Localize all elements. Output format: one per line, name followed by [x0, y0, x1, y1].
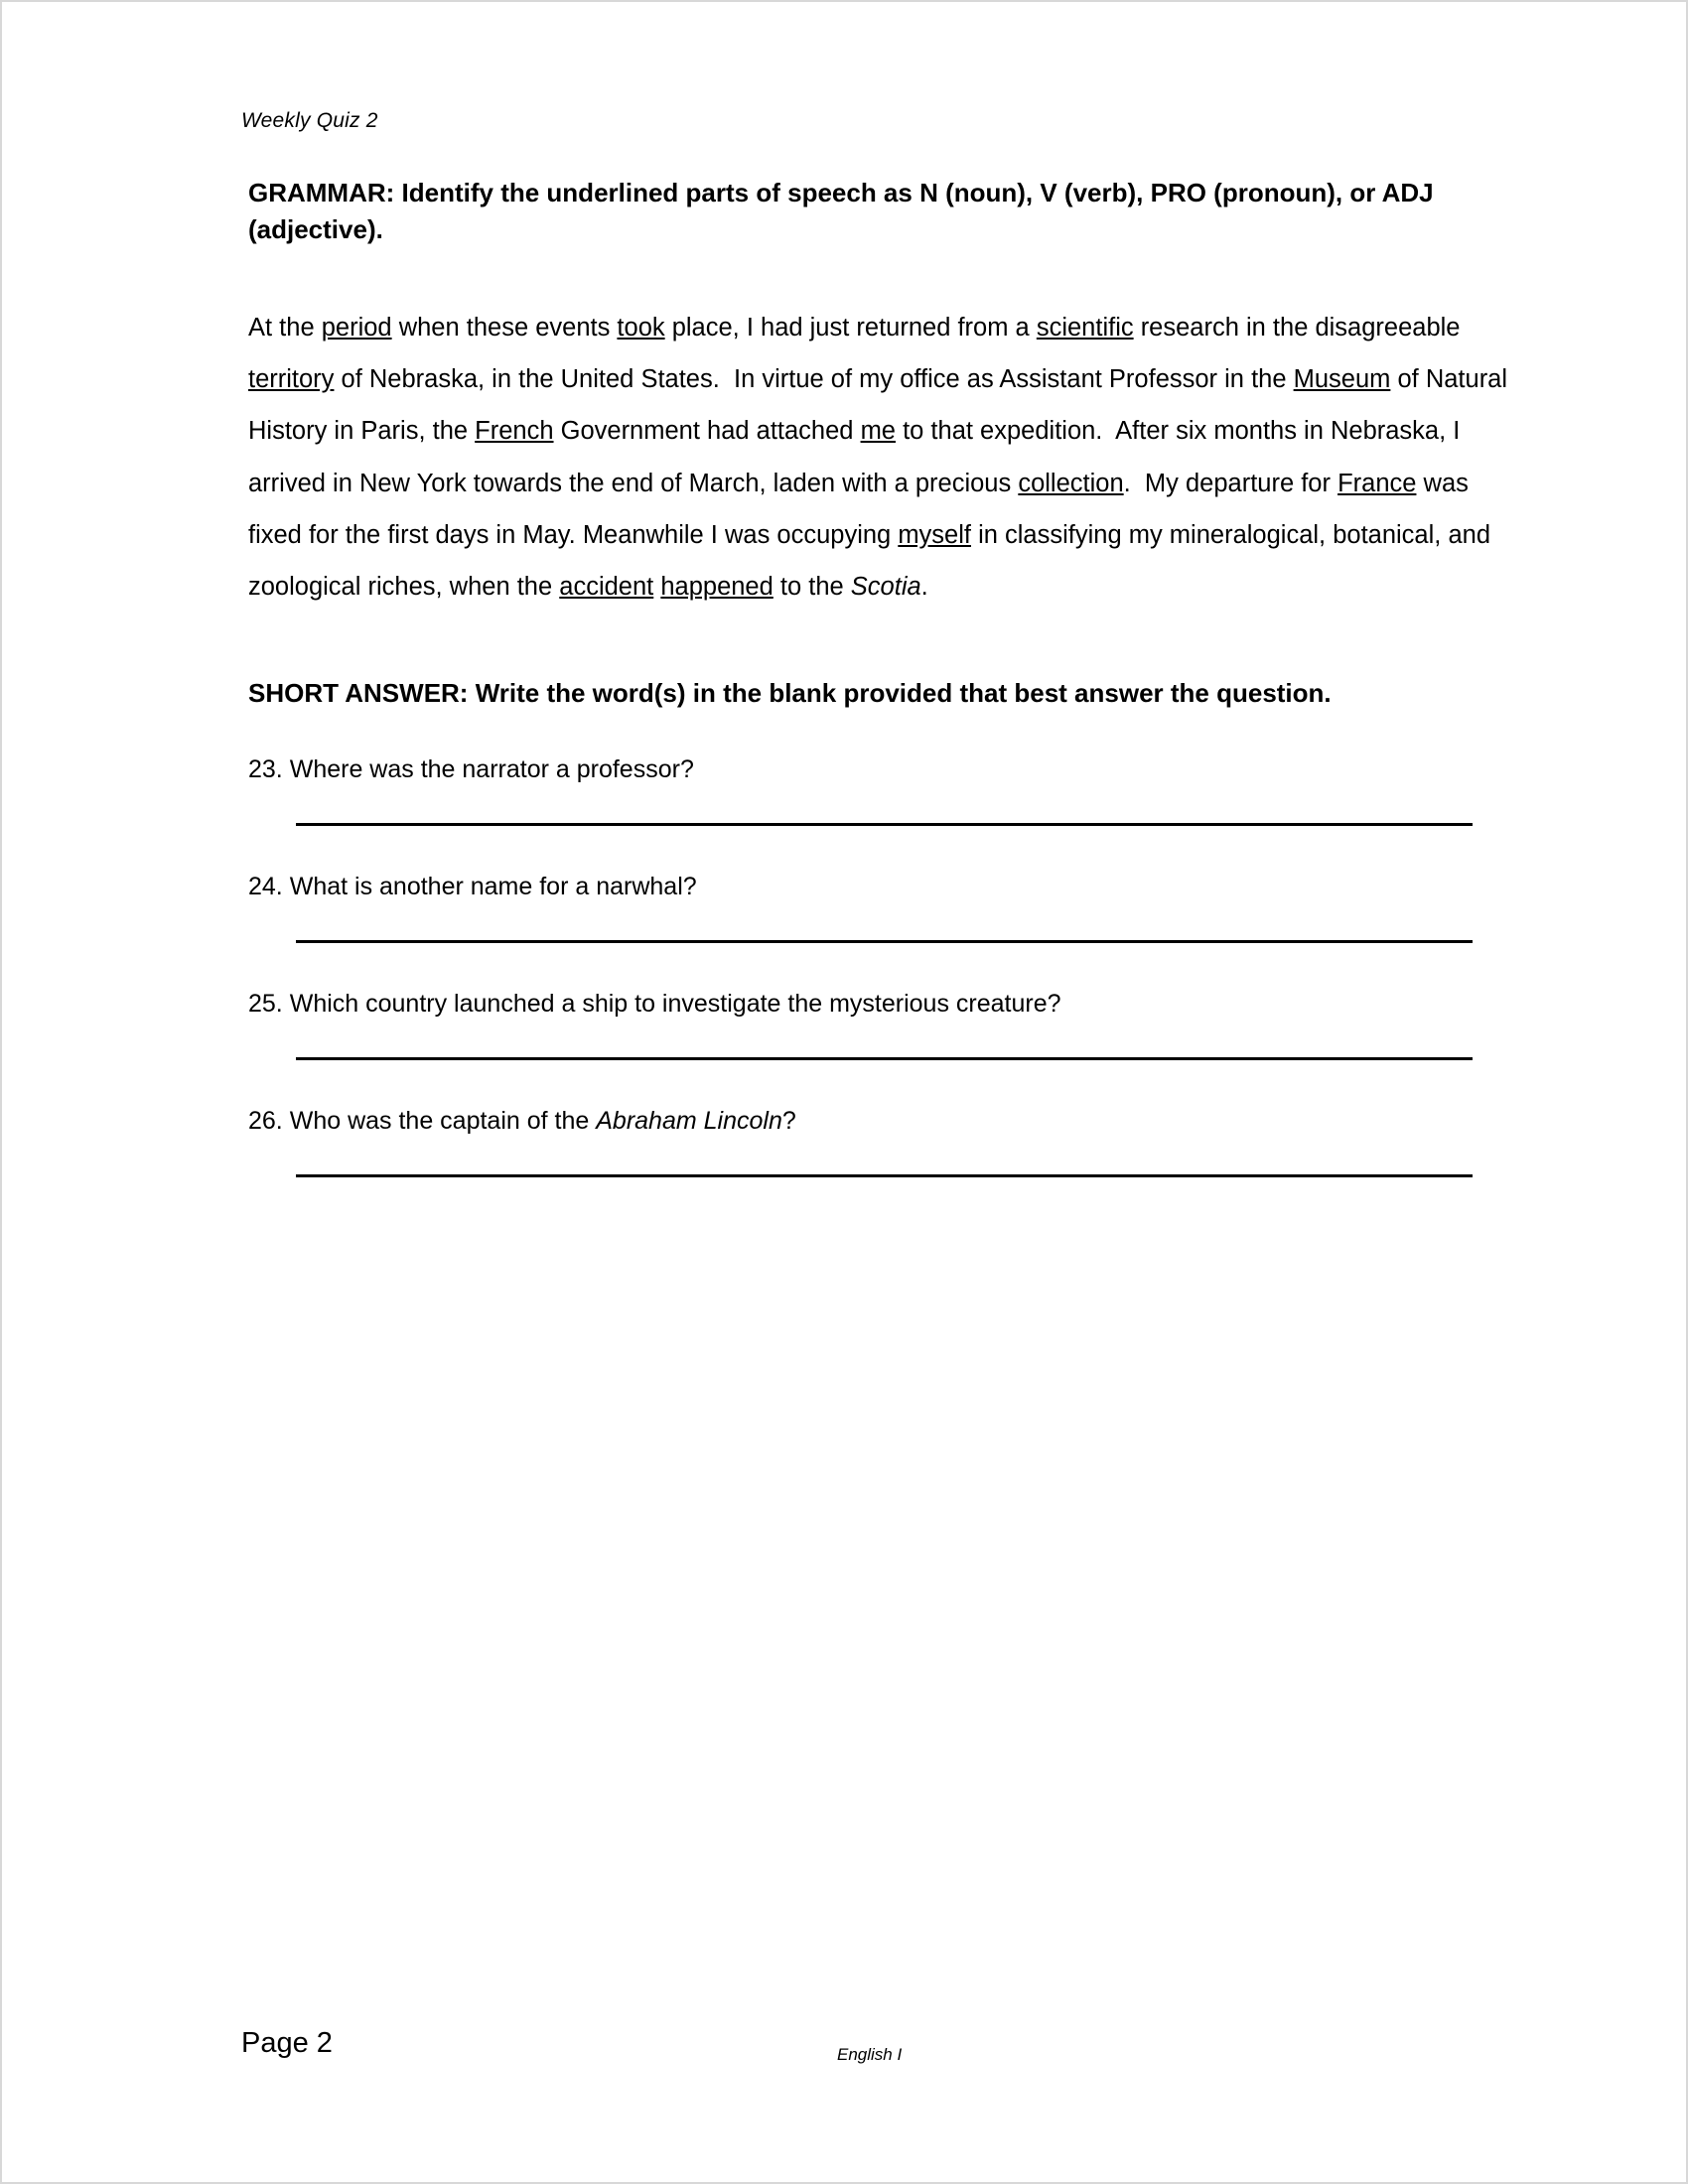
underlined-word-museum: Museum: [1293, 365, 1391, 394]
underlined-word-myself: myself: [898, 520, 971, 549]
question-text-26: [248, 1104, 1532, 1139]
question-text-24: [248, 870, 1532, 904]
question-block-25: [248, 987, 1532, 1060]
underlined-word-took: took: [617, 313, 665, 341]
underlined-word-territory: territory: [248, 365, 335, 394]
question-text-23: [248, 752, 1532, 787]
underlined-word-scientific: scientific: [1036, 313, 1134, 341]
page-content: [241, 109, 1532, 1177]
question-body-after-26: ?: [781, 1107, 796, 1136]
question-number-23: 23.: [248, 755, 283, 784]
answer-line-23[interactable]: [296, 823, 1473, 826]
running-header: Weekly Quiz 2: [241, 109, 378, 132]
answer-line-25[interactable]: [296, 1057, 1473, 1060]
question-title-italic-26: Abraham Lincoln: [596, 1107, 782, 1136]
underlined-word-period: period: [321, 313, 392, 341]
question-number-26: 26.: [248, 1107, 283, 1136]
grammar-section-heading: GRAMMAR: Identify the underlined parts of speech as N (noun), V (verb), PRO (pronoun), or ADJ (adjective).: [248, 178, 1434, 244]
question-text-25: [248, 987, 1532, 1022]
short-answer-section-heading: SHORT ANSWER: Write the word(s) in the blank provided that best answer the question.: [248, 678, 1332, 709]
underlined-word-happened: happened: [660, 573, 774, 602]
question-body-25: Which country launched a ship to investigate the mysterious creature?: [289, 990, 1061, 1019]
question-body-23: Where was the narrator a professor?: [289, 755, 694, 784]
answer-line-26[interactable]: [296, 1174, 1473, 1177]
page-footer: [241, 2027, 1532, 2067]
footer-course-label: English I: [837, 2045, 903, 2064]
answer-line-24[interactable]: [296, 940, 1473, 943]
question-block-26: [248, 1104, 1532, 1177]
underlined-word-france: France: [1337, 469, 1417, 497]
underlined-word-collection: collection: [1018, 469, 1124, 497]
underlined-word-accident: accident: [559, 573, 654, 602]
question-body-26: Who was the captain of the: [289, 1107, 597, 1136]
question-number-24: 24.: [248, 873, 283, 901]
page-number: Page 2: [241, 2027, 333, 2059]
question-block-23: [248, 752, 1532, 826]
underlined-word-french: French: [475, 417, 554, 446]
underlined-word-me: me: [860, 417, 896, 446]
grammar-passage: At the period when these events took place, I had just returned from a scientific research in the disagreeable territory of Nebraska, in the United States. In virtue of my office as Assistant Professor in the Museum of Natural History in Paris, the French Government had attached me to that expedition. After six months in Nebraska, I arrived in New York towards the end of March, laden with a precious collection. My departure for France was fixed for the first days in May. Meanwhile I was occupying myself in classifying my mineralogical, botanical, and zoological riches, when the accident happened to the Scotia.: [248, 313, 1508, 602]
question-body-24: What is another name for a narwhal?: [289, 873, 697, 901]
question-block-24: [248, 870, 1532, 943]
question-number-25: 25.: [248, 990, 283, 1019]
italic-word-scotia: Scotia: [850, 573, 921, 602]
